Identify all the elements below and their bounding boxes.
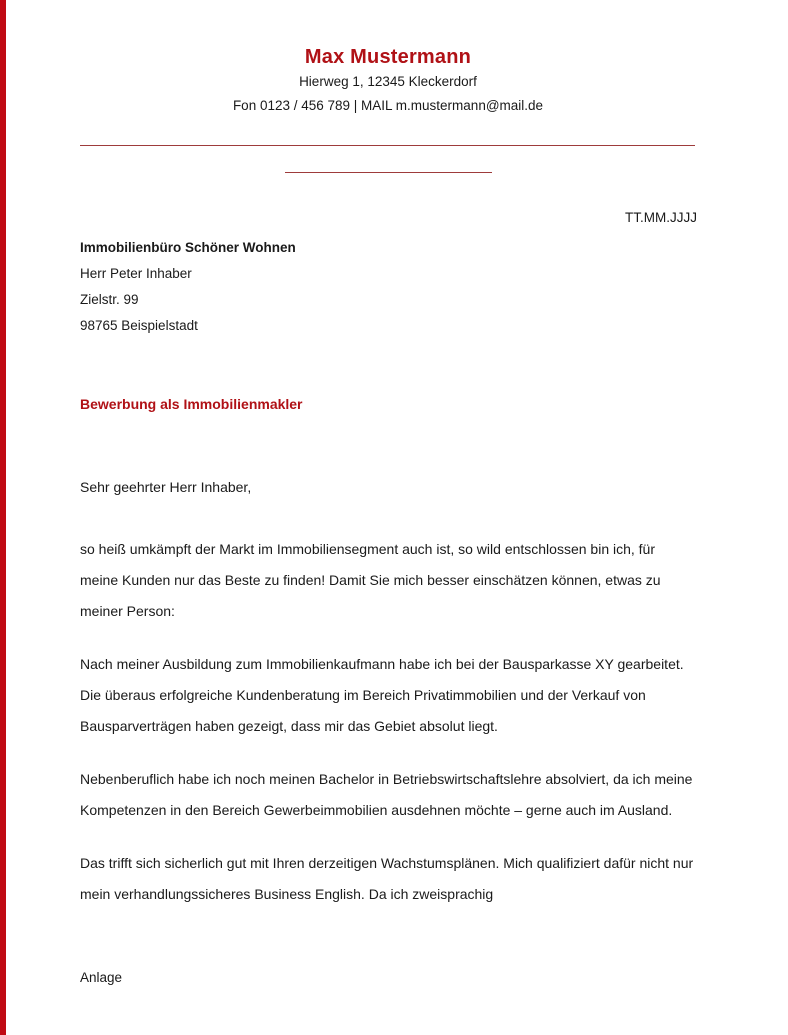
letterhead (80, 44, 696, 118)
letter-date: TT.MM.JJJJ (625, 210, 697, 225)
recipient-city: 98765 Beispielstadt (80, 318, 198, 333)
body-paragraph: Nebenberuflich habe ich noch meinen Bachelor in Betriebswirtschaftslehre absolviert, da ich meine Kompetenzen in den Bereich Gewerbeimmobilien ausdehnen möchte – gerne auch im Ausland. (80, 771, 693, 818)
sender-address: Hierweg 1, 12345 Kleckerdorf (299, 74, 477, 89)
sender-contact: Fon 0123 / 456 789 | MAIL m.mustermann@mail.de (232, 98, 544, 113)
recipient-person: Herr Peter Inhaber (80, 266, 192, 281)
subject-line: Bewerbung als Immobilienmakler (80, 396, 303, 412)
body-paragraph: Nach meiner Ausbildung zum Immobilienkaufmann habe ich bei der Bausparkasse XY gearbeitet. Die überaus erfolgreiche Kundenberatung im Bereich Privatimmobilien und der Verkauf von Bausparverträgen haben gezeigt, dass mir das Gebiet absolut liegt. (80, 656, 684, 734)
attachment-label: Anlage (80, 970, 123, 985)
body-paragraph: so heiß umkämpft der Markt im Immobiliensegment auch ist, so wild entschlossen bin ich, für meine Kunden nur das Beste zu finden! Damit Sie mich besser einschätzen können, etwas zu meiner Person: (80, 541, 661, 619)
recipient-street: Zielstr. 99 (80, 292, 139, 307)
recipient-address-block (80, 235, 580, 339)
header-divider-short (285, 172, 492, 173)
header-divider-long (80, 145, 695, 146)
recipient-company: Immobilienbüro Schöner Wohnen (80, 240, 296, 255)
body-paragraph: Das trifft sich sicherlich gut mit Ihren derzeitigen Wachstumsplänen. Mich qualifiziert dafür nicht nur mein verhandlungssicheres Business English. Da ich zweisprachig (80, 855, 694, 902)
sender-name: Max Mustermann (304, 46, 472, 68)
salutation: Sehr geehrter Herr Inhaber, (80, 479, 252, 495)
letter-body (80, 477, 697, 932)
